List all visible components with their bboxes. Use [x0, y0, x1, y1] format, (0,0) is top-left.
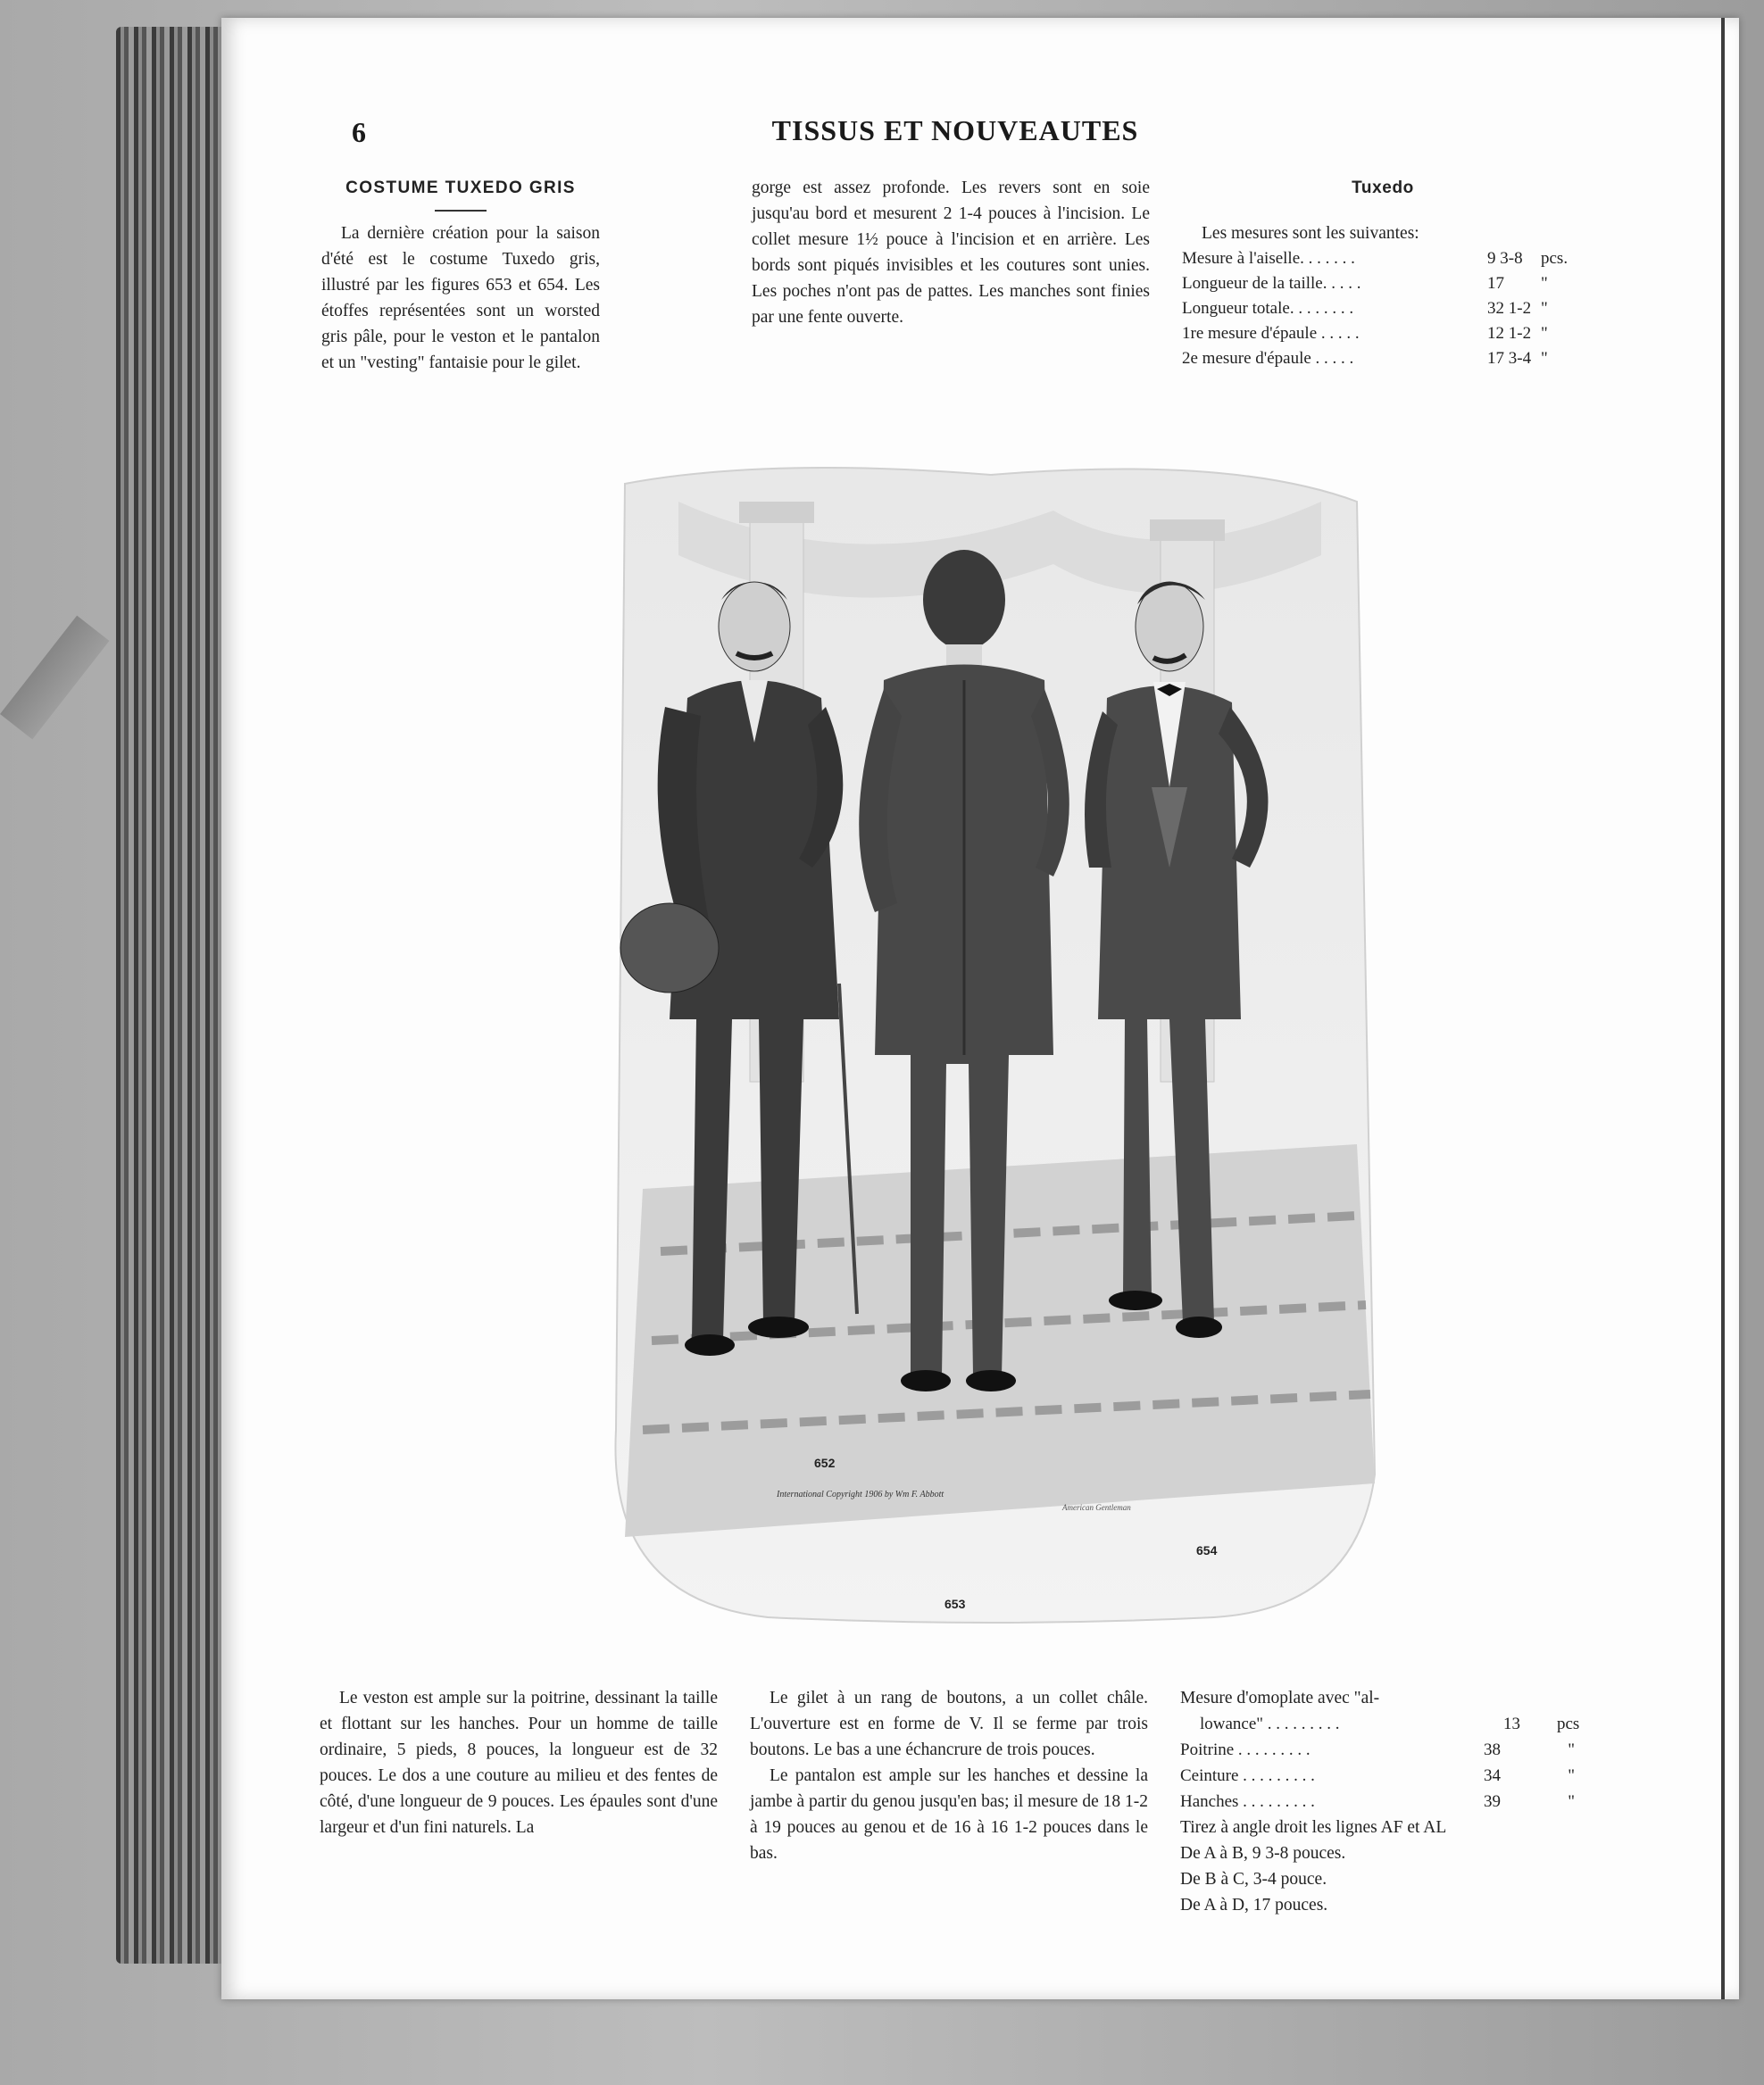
copyright-imprint: International Copyright 1906 by Wm F. Abbott	[777, 1490, 944, 1499]
capital-right	[1150, 519, 1225, 541]
shoulder-blade-line: Mesure d'omoplate avec "al-	[1180, 1689, 1380, 1707]
publisher-imprint: American Gentleman	[1062, 1503, 1131, 1512]
measure-value: 38	[1484, 1740, 1501, 1759]
intro-paragraph: La dernière création pour la saison d'été est le costume Tuxedo gris, illustré par les figures 653 et 654. Les étoffes représentées sont un worsted gris pâle, pour le veston et le pantalon et un "vesting" fantaisie pour le gilet.	[321, 224, 600, 372]
figure-number-653: 653	[944, 1597, 966, 1611]
page-number: 6	[352, 116, 366, 148]
measure-unit: "	[1568, 1792, 1575, 1811]
measure-value: 34	[1484, 1766, 1501, 1785]
trace-instruction: Tirez à angle droit les lignes AF et AL	[1180, 1818, 1447, 1837]
measure-unit: pcs.	[1541, 249, 1568, 268]
column-2-top	[752, 175, 1150, 330]
measure-unit: "	[1541, 299, 1548, 318]
section-title-tuxedo: Tuxedo	[1352, 179, 1414, 197]
jacket-description-paragraph: Le veston est ample sur la poitrine, dessinant la taille et flottant sur les hanches. Pour un homme de taille ordinaire, 5 pieds, 8 pouces, la longueur est de 32 pouces. Le dos a une couture au milieu et des fentes de côté, d'une longueur de 9 pouces. Les épaules sont d'une largeur et d'un fini naturels. La	[320, 1689, 718, 1837]
measure-value: 13	[1503, 1715, 1520, 1733]
measure-value: 9 3-8	[1487, 249, 1523, 268]
column-3-bottom	[1180, 1685, 1582, 1918]
measure-unit: "	[1568, 1740, 1575, 1759]
measure-row	[1180, 1763, 1582, 1789]
column-2-bottom	[750, 1685, 1148, 1866]
measure-row	[1180, 1737, 1582, 1763]
measure-unit: "	[1541, 349, 1548, 368]
column-1-bottom	[320, 1685, 718, 1840]
measures-table	[1182, 246, 1584, 371]
measure-unit: pcs	[1557, 1715, 1580, 1733]
measure-label: Hanches . . . . . . . . .	[1180, 1792, 1315, 1811]
measure-b-c: De B à C, 3-4 pouce.	[1180, 1870, 1327, 1889]
measure-unit: "	[1568, 1766, 1575, 1785]
measure-unit: "	[1541, 274, 1548, 293]
measures-intro: Les mesures sont les suivantes:	[1202, 224, 1419, 243]
capital-left	[739, 502, 814, 523]
measure-label: 1re mesure d'épaule . . . . .	[1182, 324, 1360, 343]
measure-value: 12 1-2	[1487, 324, 1532, 343]
fashion-plate-illustration	[589, 448, 1393, 1628]
measure-a-d: De A à D, 17 pouces.	[1180, 1896, 1328, 1915]
measure-label: Poitrine . . . . . . . . .	[1180, 1740, 1311, 1759]
measure-row	[1182, 271, 1584, 296]
measure-row	[1182, 321, 1584, 346]
measure-row	[1182, 296, 1584, 321]
measure-value: 17 3-4	[1487, 349, 1532, 368]
column-3-top	[1182, 175, 1584, 371]
trousers-paragraph: Le pantalon est ample sur les hanches et dessine la jambe à partir du genou jusqu'en bas; il mesure de 18 1-2 à 19 pouces au genou et de 16 à 16 1-2 pouces dans le bas.	[750, 1766, 1148, 1863]
measure-unit: "	[1541, 324, 1548, 343]
measure-label: Longueur de la taille. . . . .	[1182, 274, 1361, 293]
jacket-paragraph: gorge est assez profonde. Les revers sont en soie jusqu'au bord et mesurent 2 1-4 pouces à l'incision. Le collet mesure 1½ pouce à l'incision et en arrière. Les bords sont piqués invisibles et les coutures sont unies. Les poches n'ont pas de pattes. Les manches sont finies par une fente ouverte.	[752, 179, 1150, 327]
measure-value: 39	[1484, 1792, 1501, 1811]
measure-label: Ceinture . . . . . . . . .	[1180, 1766, 1315, 1785]
measure-label: 2e mesure d'épaule . . . . .	[1182, 349, 1354, 368]
measure-value: 32 1-2	[1487, 299, 1532, 318]
figure-number-652: 652	[814, 1456, 836, 1470]
measure-label: Longueur totale. . . . . . . .	[1182, 299, 1354, 318]
measure-row	[1182, 346, 1584, 371]
column-1-top	[321, 175, 600, 376]
measure-value: 17	[1487, 274, 1504, 293]
measure-a-b: De A à B, 9 3-8 pouces.	[1180, 1844, 1346, 1863]
vest-paragraph: Le gilet à un rang de boutons, a un collet châle. L'ouverture est en forme de V. Il se ferme par trois boutons. Le bas a une échancrure de trois pouces.	[750, 1689, 1148, 1759]
figure-number-654: 654	[1196, 1543, 1218, 1558]
section-title-costume: COSTUME TUXEDO GRIS	[345, 179, 576, 197]
title-rule	[435, 210, 487, 212]
book-page-edges	[116, 27, 223, 1964]
measure-row	[1180, 1711, 1582, 1737]
running-head: TISSUS ET NOUVEAUTES	[771, 114, 1139, 146]
measure-label: lowance" . . . . . . . . .	[1200, 1715, 1340, 1733]
measure-row	[1182, 246, 1584, 271]
page-right-edge	[1721, 18, 1725, 1999]
measure-label: Mesure à l'aiselle. . . . . . .	[1182, 249, 1355, 268]
measure-row	[1180, 1789, 1582, 1815]
